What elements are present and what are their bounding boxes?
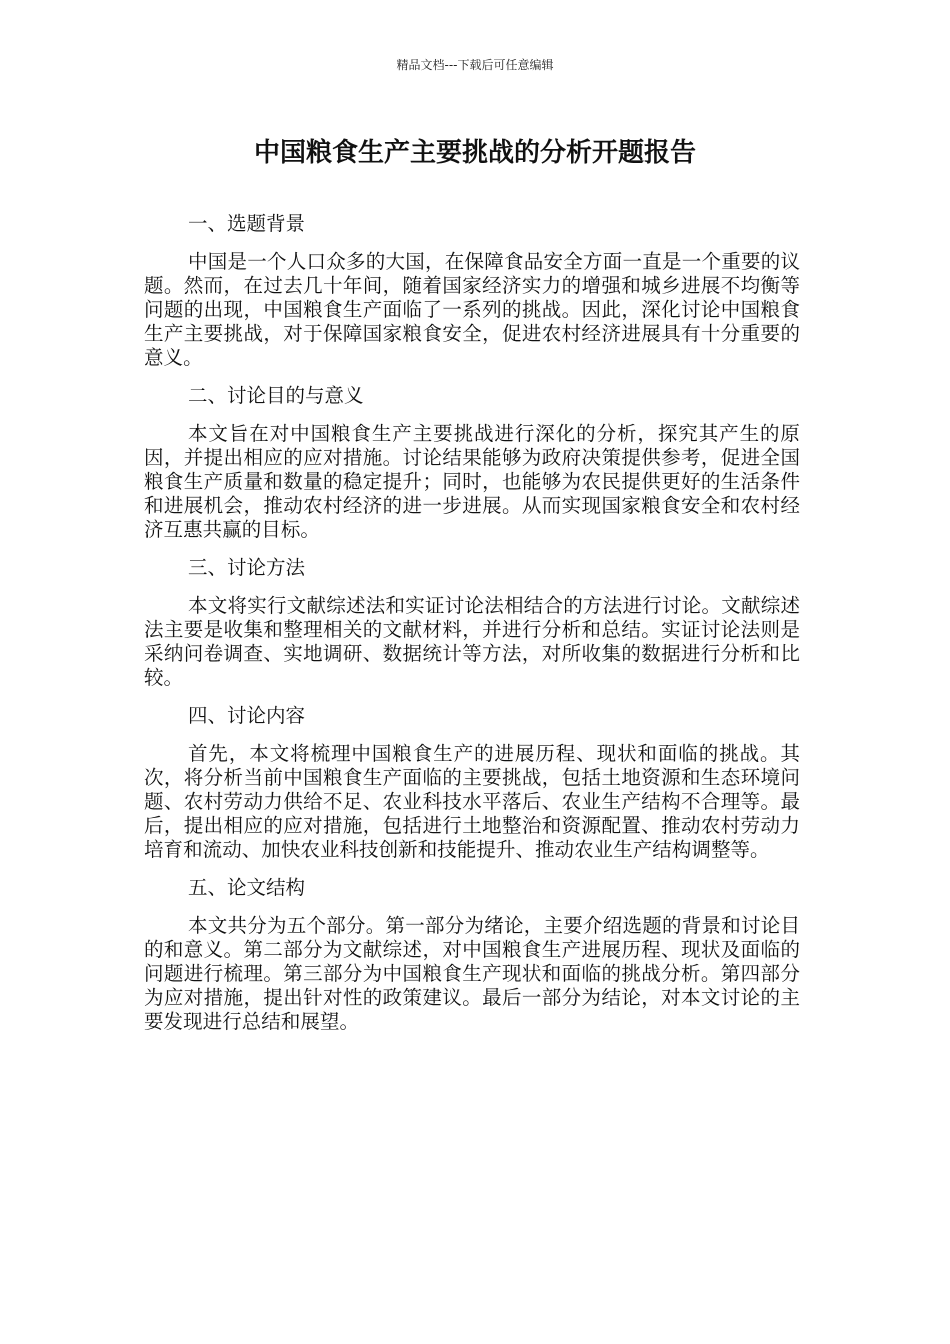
section-heading-purpose: 二、讨论目的与意义 <box>188 384 364 407</box>
section-paragraph-content: 首先，本文将梳理中国粮食生产的进展历程、现状和面临的挑战。其次，将分析当前中国粮食生产面临的主要挑战，包括土地资源和生态环境问题、农村劳动力供给不足、农业科技水平落后、农业生产结构不合理等。最后，提出相应的应对措施，包括进行土地整治和资源配置、推动农村劳动力培育和流动、加快农业科技创新和技能提升、推动农业生产结构调整等。 <box>144 742 800 861</box>
section-paragraph-purpose: 本文旨在对中国粮食生产主要挑战进行深化的分析，探究其产生的原因，并提出相应的应对措施。讨论结果能够为政府决策提供参考，促进全国粮食生产质量和数量的稳定提升；同时，也能够为农民提供更好的生活条件和进展机会，推动农村经济的进一步进展。从而实现国家粮食安全和农村经济互惠共赢的目标。 <box>144 422 800 541</box>
section-paragraph-structure: 本文共分为五个部分。第一部分为绪论，主要介绍选题的背景和讨论目的和意义。第二部分为文献综述，对中国粮食生产进展历程、现状及面临的问题进行梳理。第三部分为中国粮食生产现状和面临的挑战分析。第四部分为应对措施，提出针对性的政策建议。最后一部分为结论，对本文讨论的主要发现进行总结和展望。 <box>144 914 800 1033</box>
document-title: 中国粮食生产主要挑战的分析开题报告 <box>253 138 696 168</box>
section-heading-structure: 五、论文结构 <box>188 876 306 899</box>
document-body <box>144 212 800 1048</box>
page-header-note: 精品文档---下载后可任意编辑 <box>396 58 554 72</box>
section-heading-content: 四、讨论内容 <box>188 704 306 727</box>
section-paragraph-background: 中国是一个人口众多的大国，在保障食品安全方面一直是一个重要的议题。然而，在过去几十年间，随着国家经济实力的增强和城乡进展不均衡等问题的出现，中国粮食生产面临了一系列的挑战。因此，深化讨论中国粮食生产主要挑战，对于保障国家粮食安全，促进农村经济进展具有十分重要的意义。 <box>144 250 800 369</box>
section-paragraph-method: 本文将实行文献综述法和实证讨论法相结合的方法进行讨论。文献综述法主要是收集和整理相关的文献材料，并进行分析和总结。实证讨论法则是采纳问卷调查、实地调研、数据统计等方法，对所收集的数据进行分析和比较。 <box>144 594 800 689</box>
section-heading-method: 三、讨论方法 <box>188 556 306 579</box>
section-heading-background: 一、选题背景 <box>188 212 306 235</box>
